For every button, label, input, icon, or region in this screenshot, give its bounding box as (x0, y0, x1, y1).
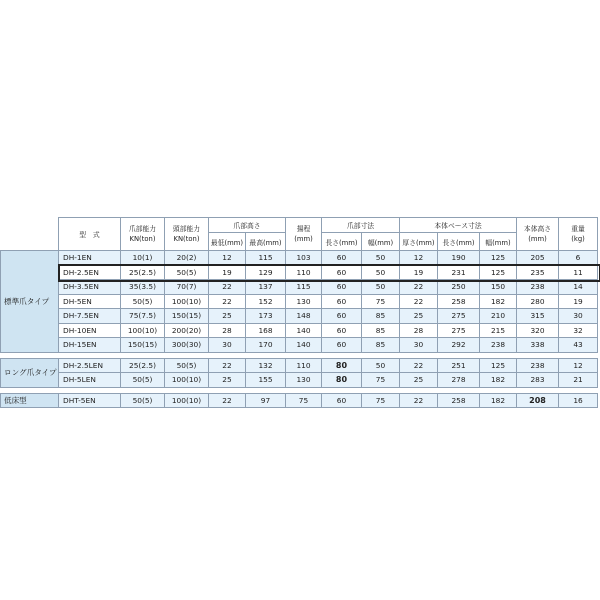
cell-toe: 100(10) (165, 393, 209, 408)
cell-thick: 22 (400, 294, 438, 309)
cell-weight: 32 (559, 323, 598, 338)
col-claw-height-max: 最高(mm) (246, 233, 286, 251)
cell-model: DH-5EN (59, 294, 121, 309)
col-weight: 重量 (kg) (559, 218, 598, 251)
cell-claw: 35(3.5) (121, 280, 165, 295)
cell-height: 283 (517, 373, 559, 388)
cell-stroke: 110 (286, 265, 322, 280)
cell-weight: 16 (559, 393, 598, 408)
cell-toe: 150(15) (165, 309, 209, 324)
table-row (1, 251, 598, 266)
cell-stroke: 115 (286, 280, 322, 295)
cell-thick: 30 (400, 338, 438, 353)
group-label: 標準爪タイプ (1, 251, 59, 353)
cell-thick: 25 (400, 309, 438, 324)
cell-blen: 231 (438, 265, 480, 280)
cell-toe: 20(2) (165, 251, 209, 266)
cell-min: 28 (209, 323, 246, 338)
cell-claw: 10(1) (121, 251, 165, 266)
cell-claw: 25(2.5) (121, 358, 165, 373)
cell-stroke: 140 (286, 323, 322, 338)
table-row (1, 393, 598, 408)
cell-model: DH-3.5EN (59, 280, 121, 295)
cell-clen: 60 (322, 265, 362, 280)
cell-model: DH-2.5EN (59, 265, 121, 280)
col-body-height: 本体高さ (mm) (517, 218, 559, 251)
cell-model: DH-15EN (59, 338, 121, 353)
cell-weight: 43 (559, 338, 598, 353)
cell-weight: 6 (559, 251, 598, 266)
cell-claw: 50(5) (121, 373, 165, 388)
cell-min: 19 (209, 265, 246, 280)
cell-claw: 100(10) (121, 323, 165, 338)
col-claw-width: 幅(mm) (362, 233, 400, 251)
cell-thick: 25 (400, 373, 438, 388)
cell-weight: 14 (559, 280, 598, 295)
cell-min: 12 (209, 251, 246, 266)
cell-toe: 50(5) (165, 358, 209, 373)
cell-height: 238 (517, 280, 559, 295)
cell-min: 22 (209, 393, 246, 408)
cell-max: 173 (246, 309, 286, 324)
cell-thick: 22 (400, 358, 438, 373)
cell-toe: 70(7) (165, 280, 209, 295)
cell-model: DH-10EN (59, 323, 121, 338)
col-claw-height: 爪部高さ (209, 218, 286, 233)
cell-blen: 275 (438, 309, 480, 324)
cell-bwid: 125 (480, 251, 517, 266)
cell-clen: 80 (322, 358, 362, 373)
cell-clen: 60 (322, 393, 362, 408)
cell-min: 25 (209, 309, 246, 324)
cell-max: 115 (246, 251, 286, 266)
cell-weight: 11 (559, 265, 598, 280)
corner-cell (1, 218, 59, 251)
cell-max: 170 (246, 338, 286, 353)
cell-height: 338 (517, 338, 559, 353)
col-claw-dims: 爪部寸法 (322, 218, 400, 233)
cell-toe: 100(10) (165, 294, 209, 309)
col-model: 型 式 (59, 218, 121, 251)
cell-clen: 60 (322, 294, 362, 309)
cell-blen: 258 (438, 294, 480, 309)
cell-height: 205 (517, 251, 559, 266)
cell-claw: 150(15) (121, 338, 165, 353)
cell-toe: 300(30) (165, 338, 209, 353)
table-row (1, 323, 598, 338)
cell-blen: 292 (438, 338, 480, 353)
cell-height: 280 (517, 294, 559, 309)
spec-table-container (0, 217, 600, 408)
cell-toe: 50(5) (165, 265, 209, 280)
cell-min: 22 (209, 280, 246, 295)
cell-model: DH-1EN (59, 251, 121, 266)
cell-bwid: 210 (480, 309, 517, 324)
cell-cwid: 85 (362, 323, 400, 338)
cell-claw: 25(2.5) (121, 265, 165, 280)
cell-cwid: 50 (362, 358, 400, 373)
cell-clen: 80 (322, 373, 362, 388)
col-base-dims: 本体ベース寸法 (400, 218, 517, 233)
col-claw-length: 長さ(mm) (322, 233, 362, 251)
cell-model: DHT-5EN (59, 393, 121, 408)
cell-toe: 100(10) (165, 373, 209, 388)
cell-bwid: 150 (480, 280, 517, 295)
spec-table-body (1, 251, 598, 408)
cell-max: 132 (246, 358, 286, 373)
cell-thick: 22 (400, 280, 438, 295)
cell-cwid: 85 (362, 309, 400, 324)
cell-height: 320 (517, 323, 559, 338)
cell-bwid: 125 (480, 265, 517, 280)
cell-clen: 60 (322, 280, 362, 295)
table-row (1, 338, 598, 353)
table-row (1, 373, 598, 388)
cell-height: 315 (517, 309, 559, 324)
cell-clen: 60 (322, 251, 362, 266)
cell-stroke: 75 (286, 393, 322, 408)
cell-cwid: 50 (362, 265, 400, 280)
cell-height: 238 (517, 358, 559, 373)
cell-thick: 28 (400, 323, 438, 338)
cell-clen: 60 (322, 338, 362, 353)
col-claw-height-min: 最低(mm) (209, 233, 246, 251)
cell-thick: 12 (400, 251, 438, 266)
cell-model: DH-5LEN (59, 373, 121, 388)
cell-blen: 250 (438, 280, 480, 295)
cell-bwid: 182 (480, 294, 517, 309)
cell-stroke: 103 (286, 251, 322, 266)
group-label: 低床型 (1, 393, 59, 408)
cell-blen: 278 (438, 373, 480, 388)
cell-bwid: 125 (480, 358, 517, 373)
cell-blen: 275 (438, 323, 480, 338)
table-row (1, 280, 598, 295)
table-row (1, 358, 598, 373)
cell-clen: 60 (322, 323, 362, 338)
cell-cwid: 50 (362, 251, 400, 266)
cell-blen: 251 (438, 358, 480, 373)
cell-clen: 60 (322, 309, 362, 324)
cell-min: 22 (209, 358, 246, 373)
col-base-width: 幅(mm) (480, 233, 517, 251)
cell-thick: 19 (400, 265, 438, 280)
cell-claw: 75(7.5) (121, 309, 165, 324)
col-base-thickness: 厚さ(mm) (400, 233, 438, 251)
cell-stroke: 140 (286, 338, 322, 353)
cell-bwid: 182 (480, 393, 517, 408)
cell-cwid: 85 (362, 338, 400, 353)
cell-bwid: 215 (480, 323, 517, 338)
table-row (1, 294, 598, 309)
cell-weight: 21 (559, 373, 598, 388)
cell-min: 25 (209, 373, 246, 388)
group-label: ロング爪タイプ (1, 358, 59, 387)
cell-max: 152 (246, 294, 286, 309)
cell-model: DH-7.5EN (59, 309, 121, 324)
col-stroke: 揚程 (mm) (286, 218, 322, 251)
cell-stroke: 130 (286, 373, 322, 388)
cell-max: 155 (246, 373, 286, 388)
cell-max: 97 (246, 393, 286, 408)
col-toe-capacity: 頭部能力 KN(ton) (165, 218, 209, 251)
cell-height: 208 (517, 393, 559, 408)
table-row (1, 309, 598, 324)
cell-stroke: 130 (286, 294, 322, 309)
col-claw-capacity: 爪部能力 KN(ton) (121, 218, 165, 251)
cell-model: DH-2.5LEN (59, 358, 121, 373)
cell-cwid: 75 (362, 393, 400, 408)
cell-bwid: 238 (480, 338, 517, 353)
cell-height: 235 (517, 265, 559, 280)
cell-thick: 22 (400, 393, 438, 408)
cell-max: 137 (246, 280, 286, 295)
cell-blen: 258 (438, 393, 480, 408)
cell-max: 129 (246, 265, 286, 280)
cell-weight: 19 (559, 294, 598, 309)
table-row (1, 265, 598, 280)
cell-cwid: 75 (362, 294, 400, 309)
cell-blen: 190 (438, 251, 480, 266)
cell-min: 22 (209, 294, 246, 309)
cell-toe: 200(20) (165, 323, 209, 338)
cell-stroke: 110 (286, 358, 322, 373)
spec-table (0, 217, 598, 408)
cell-claw: 50(5) (121, 294, 165, 309)
cell-cwid: 75 (362, 373, 400, 388)
cell-max: 168 (246, 323, 286, 338)
cell-bwid: 182 (480, 373, 517, 388)
cell-min: 30 (209, 338, 246, 353)
cell-stroke: 148 (286, 309, 322, 324)
col-base-length: 長さ(mm) (438, 233, 480, 251)
cell-cwid: 50 (362, 280, 400, 295)
cell-weight: 12 (559, 358, 598, 373)
cell-weight: 30 (559, 309, 598, 324)
cell-claw: 50(5) (121, 393, 165, 408)
